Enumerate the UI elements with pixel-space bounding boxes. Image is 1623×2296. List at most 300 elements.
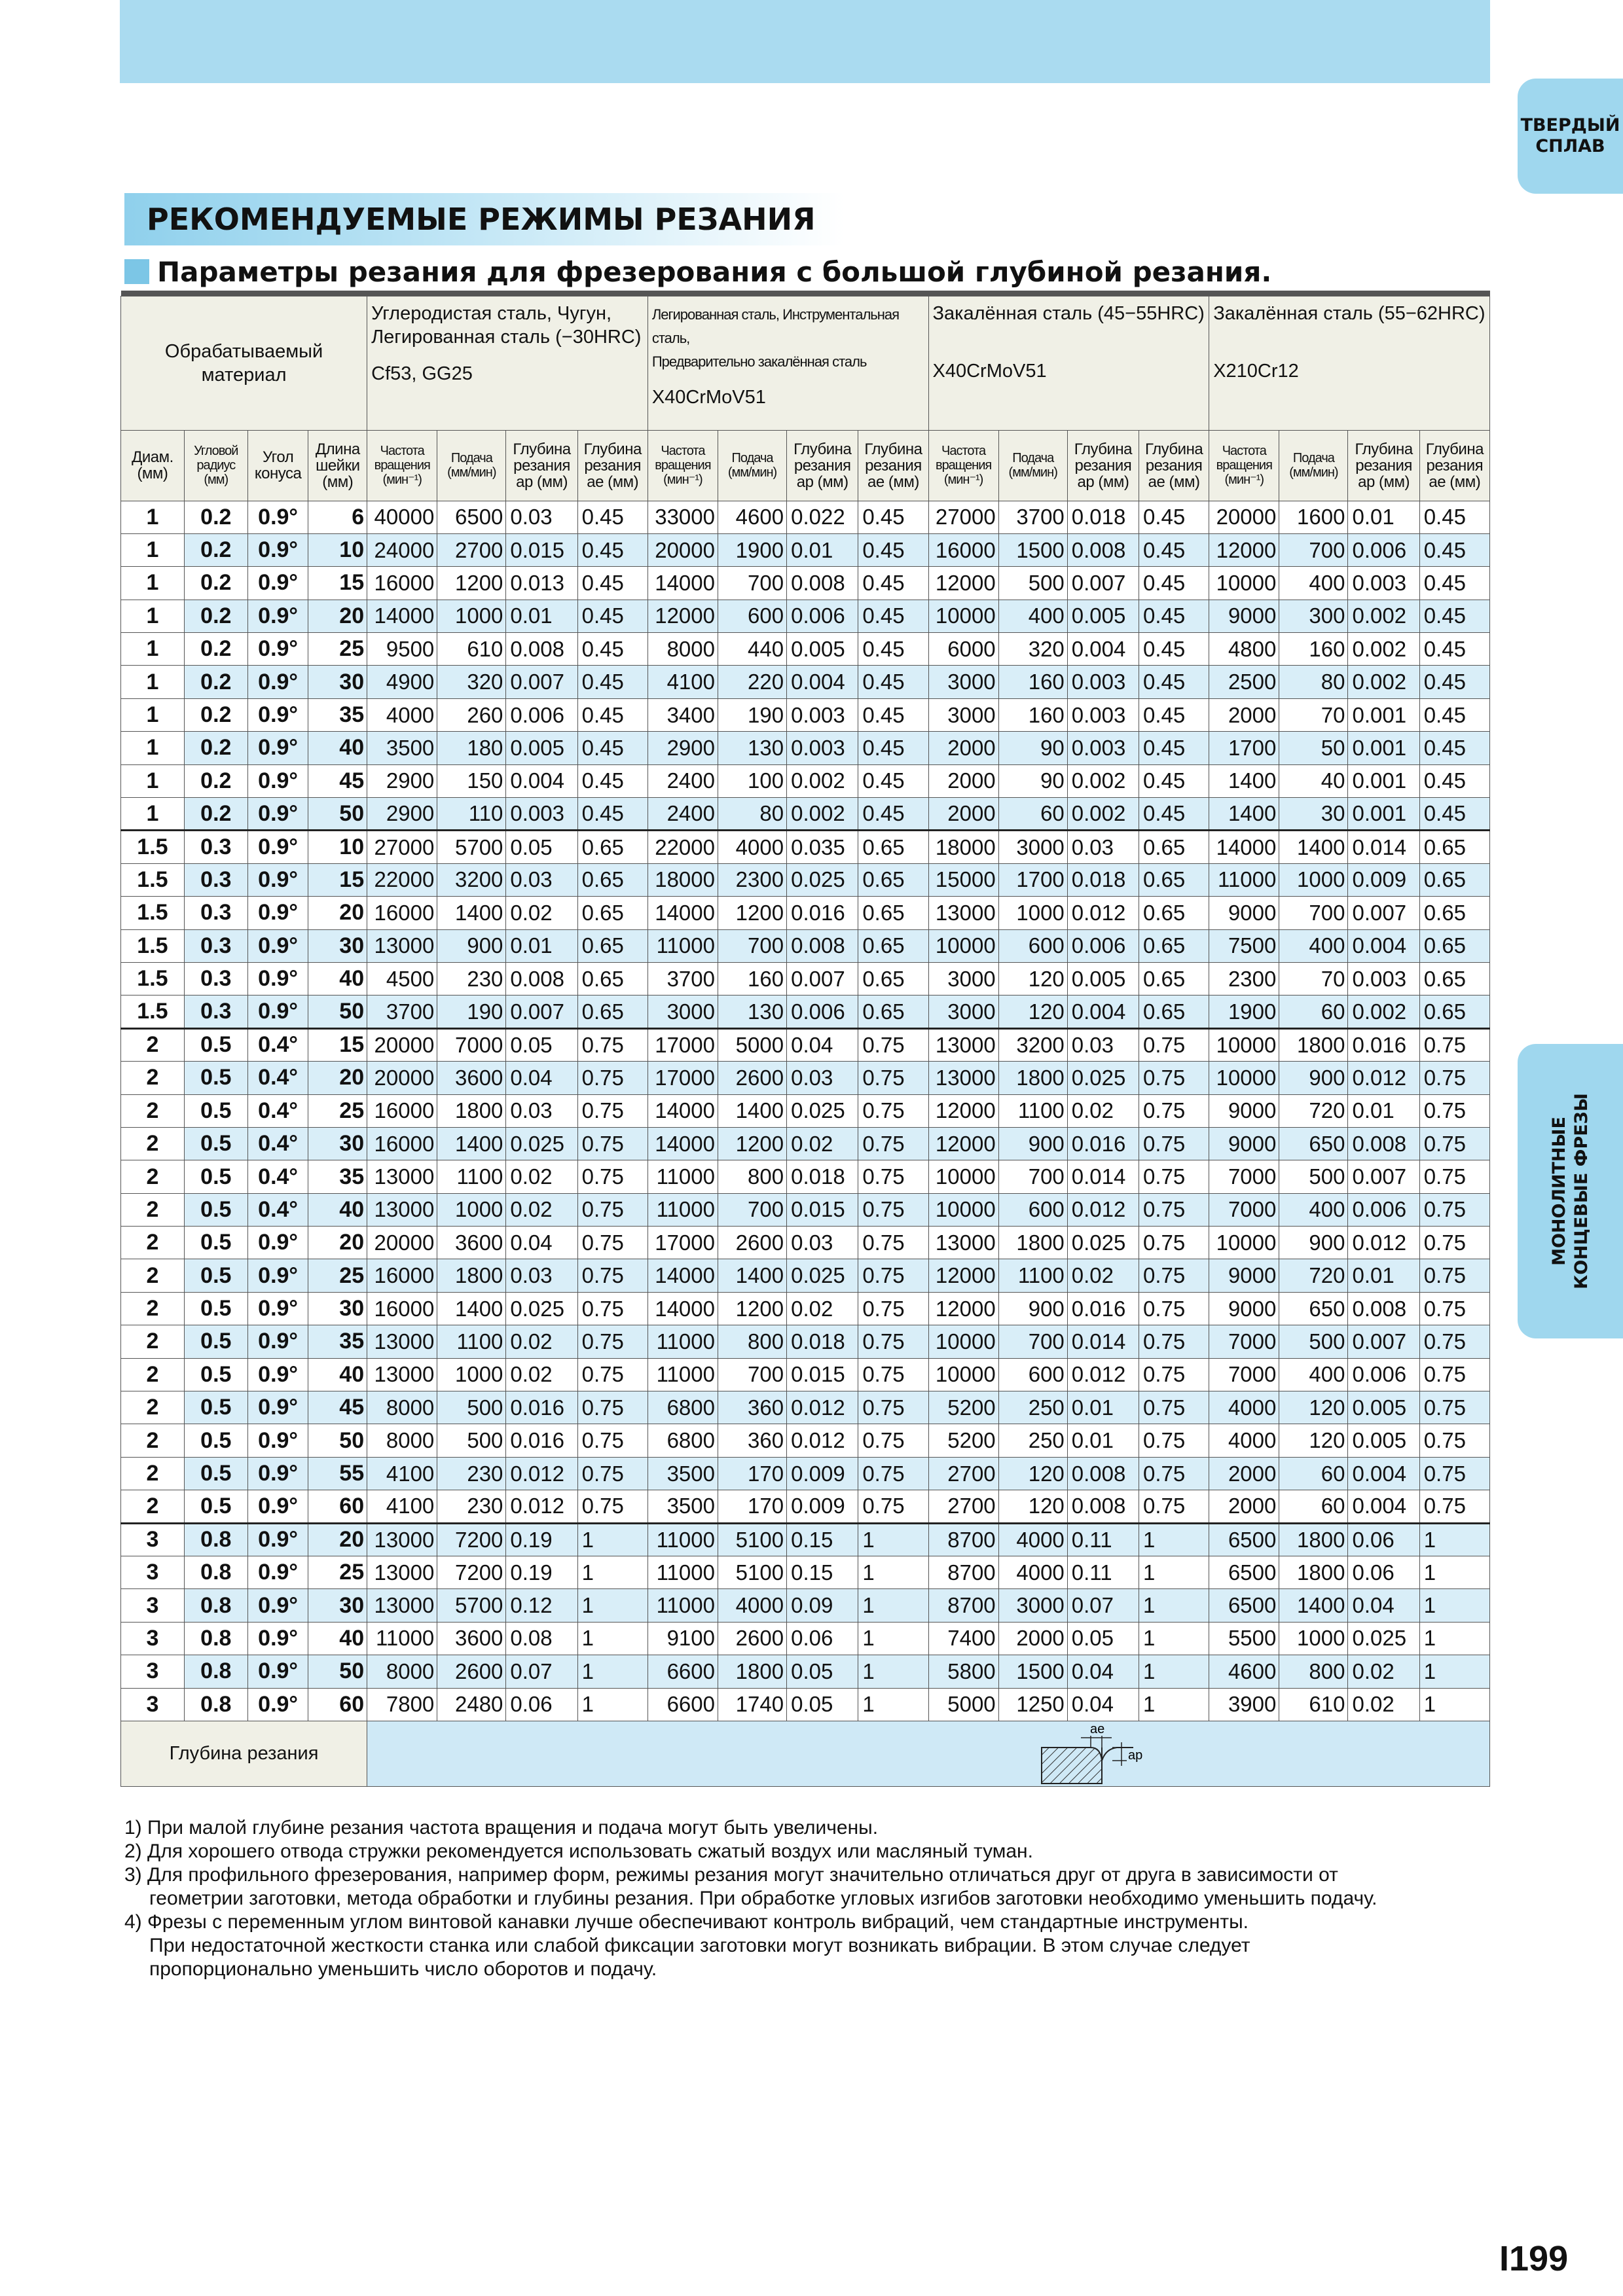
table-cell: 0.2 [184, 567, 247, 600]
table-cell: 1100 [437, 1325, 506, 1358]
table-cell: 0.4° [247, 1127, 308, 1160]
col-header-g4-ae: Глубина резания ае (мм) [1419, 430, 1489, 501]
table-cell: 7000 [1209, 1193, 1279, 1226]
table-cell: 230 [437, 962, 506, 995]
table-cell: 2480 [437, 1688, 506, 1721]
col-header-g1-ae: Глубина резания ае (мм) [577, 430, 647, 501]
table-cell: 0.65 [858, 897, 928, 929]
table-cell: 16000 [367, 567, 437, 600]
table-cell: 180 [437, 732, 506, 764]
table-cell: 0.3 [184, 831, 247, 863]
table-cell: 18000 [647, 863, 718, 896]
table-cell: 3000 [928, 962, 998, 995]
table-cell: 0.016 [1067, 1127, 1139, 1160]
table-cell: 0.01 [1348, 501, 1419, 533]
table-cell: 0.19 [506, 1523, 577, 1556]
group-1-name-line2: Легированная сталь (−30HRC) [371, 326, 642, 348]
subtitle [124, 252, 1271, 291]
table-cell: 0.75 [577, 1358, 647, 1391]
table-cell: 0.45 [1139, 732, 1209, 764]
table-cell: 320 [437, 666, 506, 698]
table-cell: 0.5 [184, 1127, 247, 1160]
table-cell: 220 [718, 666, 786, 698]
table-cell: 0.01 [1348, 1094, 1419, 1127]
table-cell: 1400 [718, 1259, 786, 1292]
table-cell: 3000 [998, 831, 1067, 863]
table-cell: 4000 [1209, 1424, 1279, 1457]
table-cell: 0.75 [1139, 1391, 1209, 1424]
table-cell: 3 [121, 1589, 185, 1622]
table-cell: 3000 [928, 666, 998, 698]
table-cell: 13000 [367, 1325, 437, 1358]
depth-diagram-cell [367, 1721, 1490, 1786]
cutting-parameters-table-wrap [120, 291, 1490, 1787]
table-cell: 5800 [928, 1655, 998, 1688]
table-cell: 0.5 [184, 1457, 247, 1490]
table-cell: 0.45 [858, 533, 928, 566]
table-cell: 0.45 [577, 698, 647, 731]
table-cell: 1200 [718, 1292, 786, 1325]
table-cell: 0.003 [1067, 698, 1139, 731]
table-row [121, 764, 1490, 797]
table-cell: 1800 [718, 1655, 786, 1688]
table-cell: 0.75 [858, 1358, 928, 1391]
table-cell: 3200 [998, 1028, 1067, 1061]
table-cell: 0.9° [247, 1391, 308, 1424]
note-4-cont1: При недостаточной жесткости станка или слабой фиксации заготовки могут возникать вибрации. В этом случае следует [149, 1935, 1250, 1956]
table-cell: 0.012 [506, 1490, 577, 1523]
table-cell: 0.003 [1067, 666, 1139, 698]
table-cell: 3700 [367, 996, 437, 1028]
table-cell: 0.65 [577, 962, 647, 995]
col-header-g2-ap: Глубина резания ар (мм) [787, 430, 858, 501]
table-row [121, 533, 1490, 566]
table-row [121, 1227, 1490, 1259]
table-cell: 0.75 [1139, 1457, 1209, 1490]
table-row [121, 1028, 1490, 1061]
table-cell: 1 [1139, 1589, 1209, 1622]
table-cell: 3 [121, 1622, 185, 1655]
table-cell: 14000 [1209, 831, 1279, 863]
table-cell: 2 [121, 1490, 185, 1523]
table-cell: 16000 [367, 1292, 437, 1325]
table-cell: 27000 [928, 501, 998, 533]
table-cell: 700 [718, 1193, 786, 1226]
table-cell: 0.5 [184, 1259, 247, 1292]
table-cell: 0.45 [577, 798, 647, 831]
table-cell: 55 [308, 1457, 367, 1490]
table-cell: 16000 [367, 1127, 437, 1160]
table-cell: 0.9° [247, 1292, 308, 1325]
table-row [121, 962, 1490, 995]
table-cell: 90 [998, 732, 1067, 764]
table-cell: 0.75 [1139, 1193, 1209, 1226]
table-row [121, 996, 1490, 1028]
table-cell: 70 [1279, 962, 1348, 995]
table-cell: 0.007 [506, 666, 577, 698]
table-cell: 13000 [367, 929, 437, 962]
table-cell: 0.9° [247, 633, 308, 666]
table-cell: 6500 [1209, 1523, 1279, 1556]
table-cell: 700 [718, 567, 786, 600]
table-cell: 6500 [1209, 1589, 1279, 1622]
table-cell: 0.006 [787, 600, 858, 632]
table-cell: 0.45 [858, 666, 928, 698]
table-cell: 700 [1279, 533, 1348, 566]
table-cell: 0.9° [247, 929, 308, 962]
table-row [121, 1127, 1490, 1160]
table-cell: 11000 [647, 1325, 718, 1358]
table-cell: 0.75 [1139, 1358, 1209, 1391]
table-cell: 0.5 [184, 1391, 247, 1424]
table-cell: 0.005 [1067, 962, 1139, 995]
table-cell: 4000 [998, 1556, 1067, 1589]
table-cell: 0.002 [1348, 633, 1419, 666]
table-cell: 500 [437, 1391, 506, 1424]
table-cell: 5200 [928, 1424, 998, 1457]
table-cell: 0.009 [787, 1457, 858, 1490]
table-cell: 0.75 [858, 1292, 928, 1325]
table-cell: 0.5 [184, 1062, 247, 1094]
table-cell: 0.9° [247, 1325, 308, 1358]
table-cell: 0.75 [1419, 1062, 1489, 1094]
table-cell: 0.2 [184, 633, 247, 666]
table-cell: 40000 [367, 501, 437, 533]
table-cell: 360 [718, 1424, 786, 1457]
table-cell: 3900 [1209, 1688, 1279, 1721]
table-cell: 0.9° [247, 1358, 308, 1391]
table-cell: 14000 [647, 1094, 718, 1127]
table-cell: 0.03 [506, 501, 577, 533]
table-cell: 0.016 [506, 1424, 577, 1457]
table-cell: 22000 [647, 831, 718, 863]
table-cell: 2 [121, 1094, 185, 1127]
table-cell: 35 [308, 1325, 367, 1358]
table-cell: 0.5 [184, 1094, 247, 1127]
table-cell: 650 [1279, 1127, 1348, 1160]
table-row [121, 1655, 1490, 1688]
table-cell: 0.3 [184, 962, 247, 995]
depth-of-cut-diagram [1029, 1721, 1186, 1787]
table-cell: 30 [1279, 798, 1348, 831]
table-cell: 0.45 [577, 764, 647, 797]
table-cell: 800 [718, 1325, 786, 1358]
table-cell: 1800 [1279, 1028, 1348, 1061]
table-cell: 0.01 [1067, 1424, 1139, 1457]
table-cell: 110 [437, 798, 506, 831]
table-cell: 1 [121, 567, 185, 600]
table-cell: 9000 [1209, 600, 1279, 632]
table-cell: 0.02 [506, 1358, 577, 1391]
table-cell: 2 [121, 1062, 185, 1094]
table-cell: 0.5 [184, 1490, 247, 1523]
table-cell: 0.03 [787, 1227, 858, 1259]
table-cell: 0.45 [1419, 633, 1489, 666]
table-cell: 0.07 [506, 1655, 577, 1688]
table-cell: 14000 [647, 1259, 718, 1292]
table-cell: 0.5 [184, 1028, 247, 1061]
table-row [121, 1094, 1490, 1127]
table-cell: 1 [1419, 1688, 1489, 1721]
table-cell: 5500 [1209, 1622, 1279, 1655]
table-cell: 1 [577, 1655, 647, 1688]
table-cell: 120 [998, 996, 1067, 1028]
table-cell: 0.65 [577, 929, 647, 962]
table-cell: 20000 [647, 533, 718, 566]
table-cell: 1 [858, 1556, 928, 1589]
table-cell: 0.2 [184, 764, 247, 797]
col-header-g1-rpm: Частота вращения (мин⁻¹) [367, 430, 437, 501]
table-cell: 13000 [928, 1062, 998, 1094]
table-row [121, 1622, 1490, 1655]
table-cell: 5700 [437, 831, 506, 863]
table-cell: 1 [1419, 1589, 1489, 1622]
table-cell: 4100 [647, 666, 718, 698]
table-cell: 1400 [1209, 798, 1279, 831]
table-cell: 2000 [1209, 1457, 1279, 1490]
table-cell: 0.75 [858, 1028, 928, 1061]
table-cell: 1400 [1279, 831, 1348, 863]
table-cell: 5000 [928, 1688, 998, 1721]
table-cell: 10000 [1209, 1062, 1279, 1094]
col-header-g3-feed: Подача (мм/мин) [998, 430, 1067, 501]
table-cell: 0.45 [1139, 501, 1209, 533]
table-cell: 0.4° [247, 1094, 308, 1127]
table-cell: 1400 [437, 1127, 506, 1160]
table-cell: 0.75 [577, 1259, 647, 1292]
table-cell: 0.08 [506, 1622, 577, 1655]
table-cell: 0.45 [1419, 798, 1489, 831]
table-cell: 0.014 [1067, 1325, 1139, 1358]
table-cell: 25 [308, 1259, 367, 1292]
table-cell: 0.4° [247, 1160, 308, 1193]
table-cell: 0.012 [787, 1391, 858, 1424]
table-cell: 120 [1279, 1424, 1348, 1457]
table-cell: 8000 [367, 1391, 437, 1424]
table-cell: 4100 [367, 1490, 437, 1523]
table-cell: 5100 [718, 1556, 786, 1589]
table-cell: 0.75 [577, 1094, 647, 1127]
table-cell: 320 [998, 633, 1067, 666]
table-cell: 0.07 [1067, 1589, 1139, 1622]
table-cell: 0.65 [1139, 863, 1209, 896]
col-header-neck-length: Длина шейки (мм) [308, 430, 367, 501]
table-row [121, 567, 1490, 600]
table-cell: 20000 [367, 1062, 437, 1094]
table-cell: 0.2 [184, 600, 247, 632]
table-cell: 0.03 [787, 1062, 858, 1094]
table-cell: 3500 [647, 1490, 718, 1523]
table-cell: 0.001 [1348, 764, 1419, 797]
table-cell: 0.45 [577, 732, 647, 764]
table-cell: 6600 [647, 1688, 718, 1721]
table-cell: 900 [998, 1127, 1067, 1160]
table-cell: 0.2 [184, 798, 247, 831]
table-cell: 0.75 [577, 1028, 647, 1061]
table-cell: 45 [308, 1391, 367, 1424]
table-cell: 10000 [1209, 1227, 1279, 1259]
table-cell: 25 [308, 1556, 367, 1589]
table-cell: 0.9° [247, 897, 308, 929]
table-cell: 440 [718, 633, 786, 666]
table-cell: 50 [308, 1424, 367, 1457]
table-cell: 2000 [1209, 1490, 1279, 1523]
table-row [121, 1062, 1490, 1094]
table-cell: 2 [121, 1292, 185, 1325]
table-cell: 8700 [928, 1523, 998, 1556]
table-cell: 700 [718, 1358, 786, 1391]
table-cell: 230 [437, 1457, 506, 1490]
table-cell: 5200 [928, 1391, 998, 1424]
table-cell: 5100 [718, 1523, 786, 1556]
table-cell: 0.06 [506, 1688, 577, 1721]
table-row [121, 732, 1490, 764]
table-cell: 0.75 [858, 1490, 928, 1523]
table-cell: 10000 [928, 600, 998, 632]
table-cell: 0.9° [247, 1259, 308, 1292]
table-cell: 700 [1279, 897, 1348, 929]
table-cell: 40 [308, 732, 367, 764]
note-3-cont: геометрии заготовки, метода обработки и глубины резания. При обработке угловых изгибов заготовки необходимо уменьшить подачу. [149, 1888, 1377, 1909]
table-cell: 12000 [928, 1127, 998, 1160]
table-row [121, 1193, 1490, 1226]
side-tab-carbide-line1: ТВЕРДЫЙ [1520, 115, 1620, 135]
table-cell: 11000 [647, 1589, 718, 1622]
table-cell: 3200 [437, 863, 506, 896]
table-cell: 0.018 [787, 1160, 858, 1193]
table-cell: 3000 [647, 996, 718, 1028]
table-cell: 0.006 [787, 996, 858, 1028]
table-row [121, 1325, 1490, 1358]
table-cell: 0.75 [1139, 1490, 1209, 1523]
table-cell: 0.45 [577, 600, 647, 632]
table-cell: 600 [998, 1358, 1067, 1391]
group-2-name-line2: Предварительно закалённая сталь [651, 353, 867, 370]
group-2-name-line1: Легированная сталь, Инструментальная сталь, [651, 306, 900, 346]
table-cell: 14000 [367, 600, 437, 632]
table-cell: 260 [437, 698, 506, 731]
table-cell: 2 [121, 1227, 185, 1259]
table-cell: 0.65 [1139, 929, 1209, 962]
table-cell: 0.02 [1067, 1259, 1139, 1292]
table-cell: 12000 [1209, 533, 1279, 566]
table-cell: 0.11 [1067, 1556, 1139, 1589]
table-cell: 0.75 [858, 1391, 928, 1424]
table-cell: 1900 [1209, 996, 1279, 1028]
table-cell: 0.75 [1139, 1292, 1209, 1325]
table-cell: 1 [1139, 1655, 1209, 1688]
table-cell: 11000 [647, 1358, 718, 1391]
table-cell: 0.75 [858, 1227, 928, 1259]
table-cell: 1 [121, 600, 185, 632]
table-cell: 0.75 [1419, 1490, 1489, 1523]
table-cell: 0.025 [1348, 1622, 1419, 1655]
table-cell: 1200 [437, 567, 506, 600]
table-cell: 0.5 [184, 1358, 247, 1391]
table-cell: 0.45 [1419, 732, 1489, 764]
table-cell: 20 [308, 1523, 367, 1556]
section-title-text: РЕКОМЕНДУЕМЫЕ РЕЖИМЫ РЕЗАНИЯ [147, 202, 816, 237]
table-cell: 0.75 [577, 1127, 647, 1160]
table-cell: 15 [308, 1028, 367, 1061]
table-cell: 0.003 [787, 732, 858, 764]
table-cell: 20000 [367, 1028, 437, 1061]
table-cell: 0.003 [1348, 567, 1419, 600]
table-row [121, 1523, 1490, 1556]
col-header-g2-rpm: Частота вращения (мин⁻¹) [647, 430, 718, 501]
table-cell: 13000 [367, 1160, 437, 1193]
table-cell: 0.45 [858, 633, 928, 666]
group-3-name-line1: Закалённая сталь (45−55HRC) [932, 302, 1205, 324]
table-row [121, 633, 1490, 666]
table-cell: 0.014 [1348, 831, 1419, 863]
table-cell: 100 [718, 764, 786, 797]
table-body [121, 501, 1490, 1721]
table-cell: 7500 [1209, 929, 1279, 962]
table-cell: 30 [308, 929, 367, 962]
table-cell: 0.45 [1139, 798, 1209, 831]
note-3: 3) Для профильного фрезерования, например форм, режимы резания могут значительно отличаться друг от друга в зависимости от [124, 1864, 1338, 1886]
page-number: I199 [1499, 2239, 1569, 2278]
table-cell: 0.02 [1067, 1094, 1139, 1127]
table-cell: 400 [1279, 1358, 1348, 1391]
table-cell: 1 [858, 1622, 928, 1655]
col-header-g3-ae: Глубина резания ае (мм) [1139, 430, 1209, 501]
table-cell: 30 [308, 1127, 367, 1160]
table-row [121, 1490, 1490, 1523]
table-cell: 2500 [1209, 666, 1279, 698]
table-cell: 14000 [647, 897, 718, 929]
table-cell: 14000 [647, 1127, 718, 1160]
table-cell: 40 [308, 962, 367, 995]
table-row [121, 698, 1490, 731]
table-cell: 10000 [928, 1325, 998, 1358]
table-cell: 0.65 [858, 962, 928, 995]
table-cell: 2600 [437, 1655, 506, 1688]
table-cell: 500 [998, 567, 1067, 600]
table-cell: 8000 [367, 1424, 437, 1457]
group-1-name-line1: Углеродистая сталь, Чугун, [371, 302, 612, 324]
table-cell: 0.003 [1348, 962, 1419, 995]
table-cell: 1600 [1279, 501, 1348, 533]
table-cell: 0.45 [1419, 533, 1489, 566]
table-cell: 0.018 [1067, 863, 1139, 896]
table-cell: 360 [718, 1391, 786, 1424]
table-cell: 22000 [367, 863, 437, 896]
table-cell: 0.01 [1348, 1259, 1419, 1292]
table-cell: 0.02 [787, 1127, 858, 1160]
table-cell: 0.9° [247, 1622, 308, 1655]
table-top-rule [121, 291, 1490, 296]
column-header-row [121, 430, 1490, 501]
table-cell: 400 [1279, 1193, 1348, 1226]
table-cell: 300 [1279, 600, 1348, 632]
subtitle-text: Параметры резания для фрезерования с большой глубиной резания. [157, 255, 1272, 288]
table-cell: 0.025 [506, 1292, 577, 1325]
group-header-4 [1209, 296, 1490, 430]
table-cell: 12000 [928, 1094, 998, 1127]
table-cell: 0.018 [787, 1325, 858, 1358]
table-cell: 0.005 [1348, 1391, 1419, 1424]
table-cell: 0.007 [1067, 567, 1139, 600]
table-cell: 4600 [718, 501, 786, 533]
table-cell: 2 [121, 1358, 185, 1391]
table-cell: 60 [308, 1688, 367, 1721]
table-cell: 0.01 [506, 600, 577, 632]
table-cell: 0.75 [858, 1127, 928, 1160]
table-cell: 1 [121, 533, 185, 566]
table-cell: 0.65 [858, 929, 928, 962]
